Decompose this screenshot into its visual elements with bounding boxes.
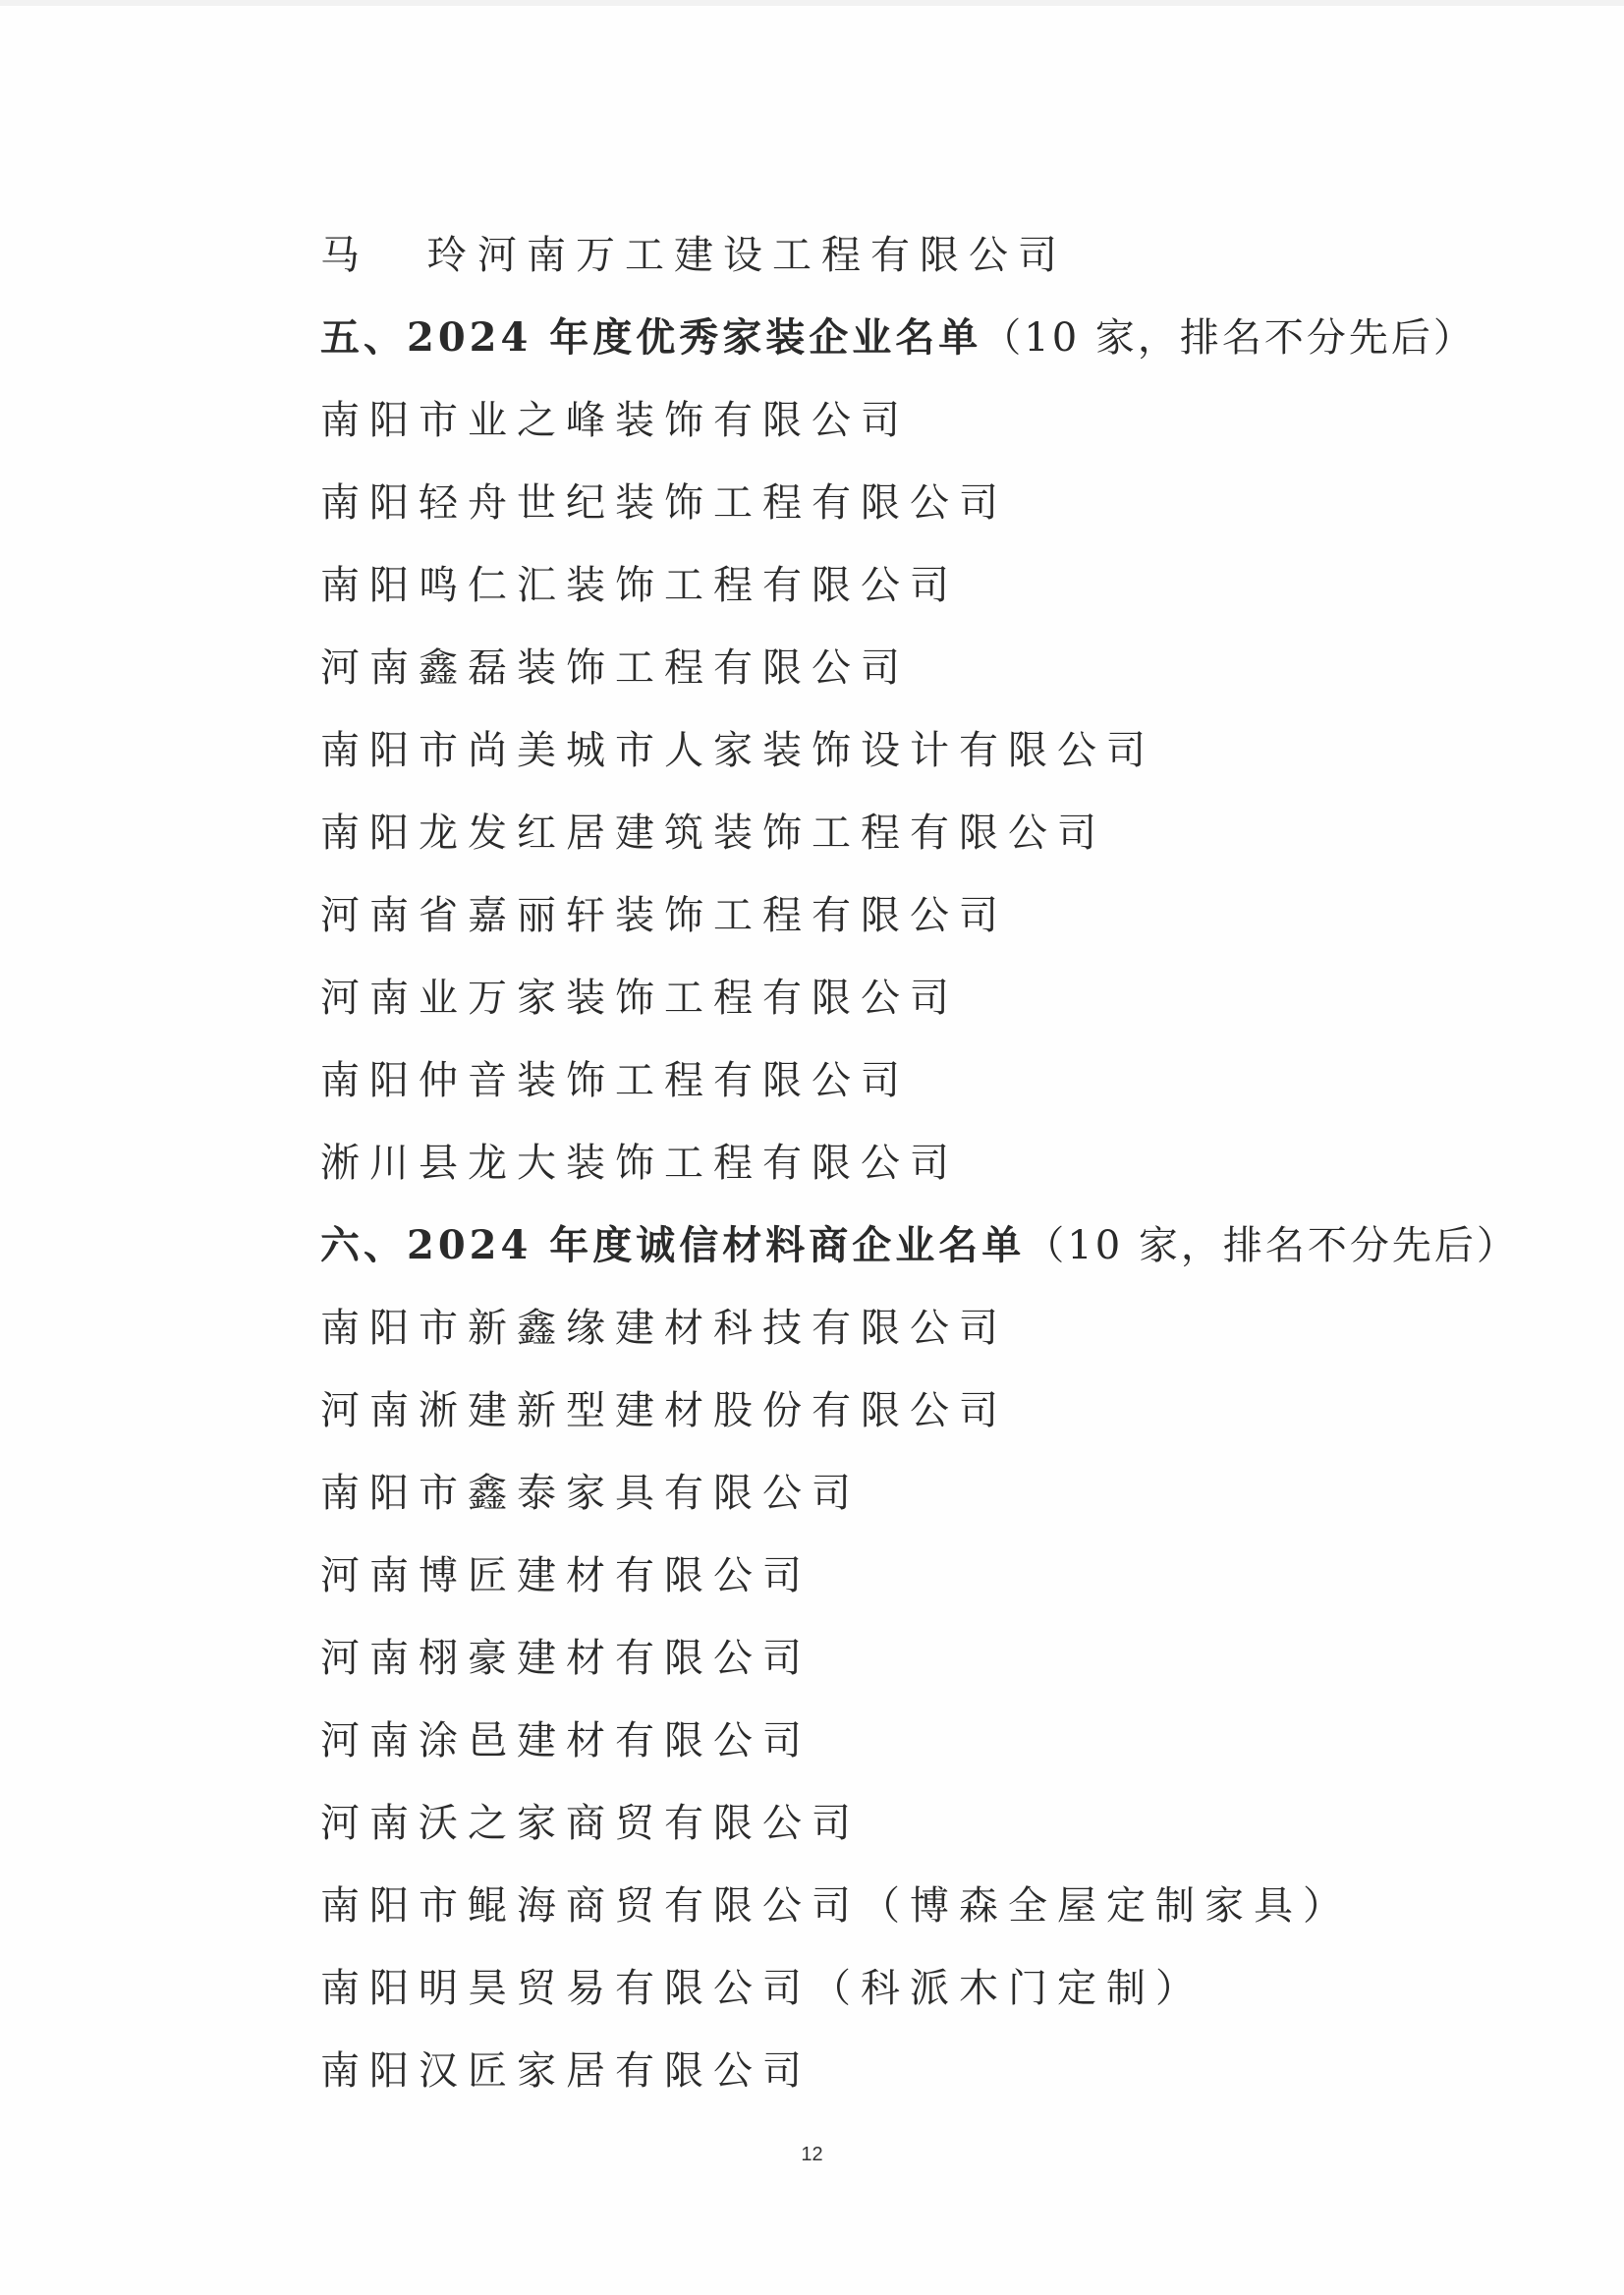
list-item: 河南栩豪建材有限公司	[320, 1636, 812, 1681]
scan-top-edge	[0, 0, 1624, 6]
section6-heading	[320, 1218, 1519, 1301]
list-item: 南阳市尚美城市人家装饰设计有限公司	[320, 728, 1155, 773]
section5-note: （10 家，排名不分先后）	[981, 315, 1476, 361]
list-item: 南阳轻舟世纪装饰工程有限公司	[320, 480, 1008, 526]
section6-title: 六、2024 年度诚信材料商企业名单	[320, 1222, 1026, 1268]
list-item: 南阳市鲲海商贸有限公司（博森全屋定制家具）	[320, 1883, 1352, 1929]
person-company: 河南万工建设工程有限公司	[477, 233, 1067, 278]
list-item: 河南涂邑建材有限公司	[320, 1718, 812, 1763]
list-item: 河南淅建新型建材股份有限公司	[320, 1388, 1008, 1433]
list-item: 河南业万家装饰工程有限公司	[320, 976, 959, 1021]
document-body	[320, 228, 1519, 2126]
section6-note: （10 家，排名不分先后）	[1025, 1223, 1519, 1268]
list-item: 南阳市业之峰装饰有限公司	[320, 398, 910, 443]
person-entry	[320, 228, 1450, 310]
list-item: 南阳明昊贸易有限公司（科派木门定制）	[320, 1966, 1204, 2011]
list-item: 南阳汉匠家居有限公司	[320, 2048, 812, 2094]
list-item: 南阳市鑫泰家具有限公司	[320, 1471, 861, 1516]
list-item: 南阳仲音装饰工程有限公司	[320, 1058, 910, 1103]
list-item: 淅川县龙大装饰工程有限公司	[320, 1141, 959, 1186]
list-item: 南阳鸣仁汇装饰工程有限公司	[320, 563, 959, 608]
list-item: 南阳龙发红居建筑装饰工程有限公司	[320, 811, 1106, 856]
page-number: 12	[801, 2144, 823, 2165]
section5-title: 五、2024 年度优秀家装企业名单	[320, 314, 982, 361]
list-item: 河南博匠建材有限公司	[320, 1553, 812, 1598]
list-item: 南阳市新鑫缘建材科技有限公司	[320, 1306, 1008, 1351]
person-name: 马 玲	[320, 233, 494, 278]
section5-heading	[320, 310, 1476, 393]
list-item: 河南省嘉丽轩装饰工程有限公司	[320, 893, 1008, 938]
list-item: 河南沃之家商贸有限公司	[320, 1801, 861, 1846]
list-item: 河南鑫磊装饰工程有限公司	[320, 645, 910, 691]
